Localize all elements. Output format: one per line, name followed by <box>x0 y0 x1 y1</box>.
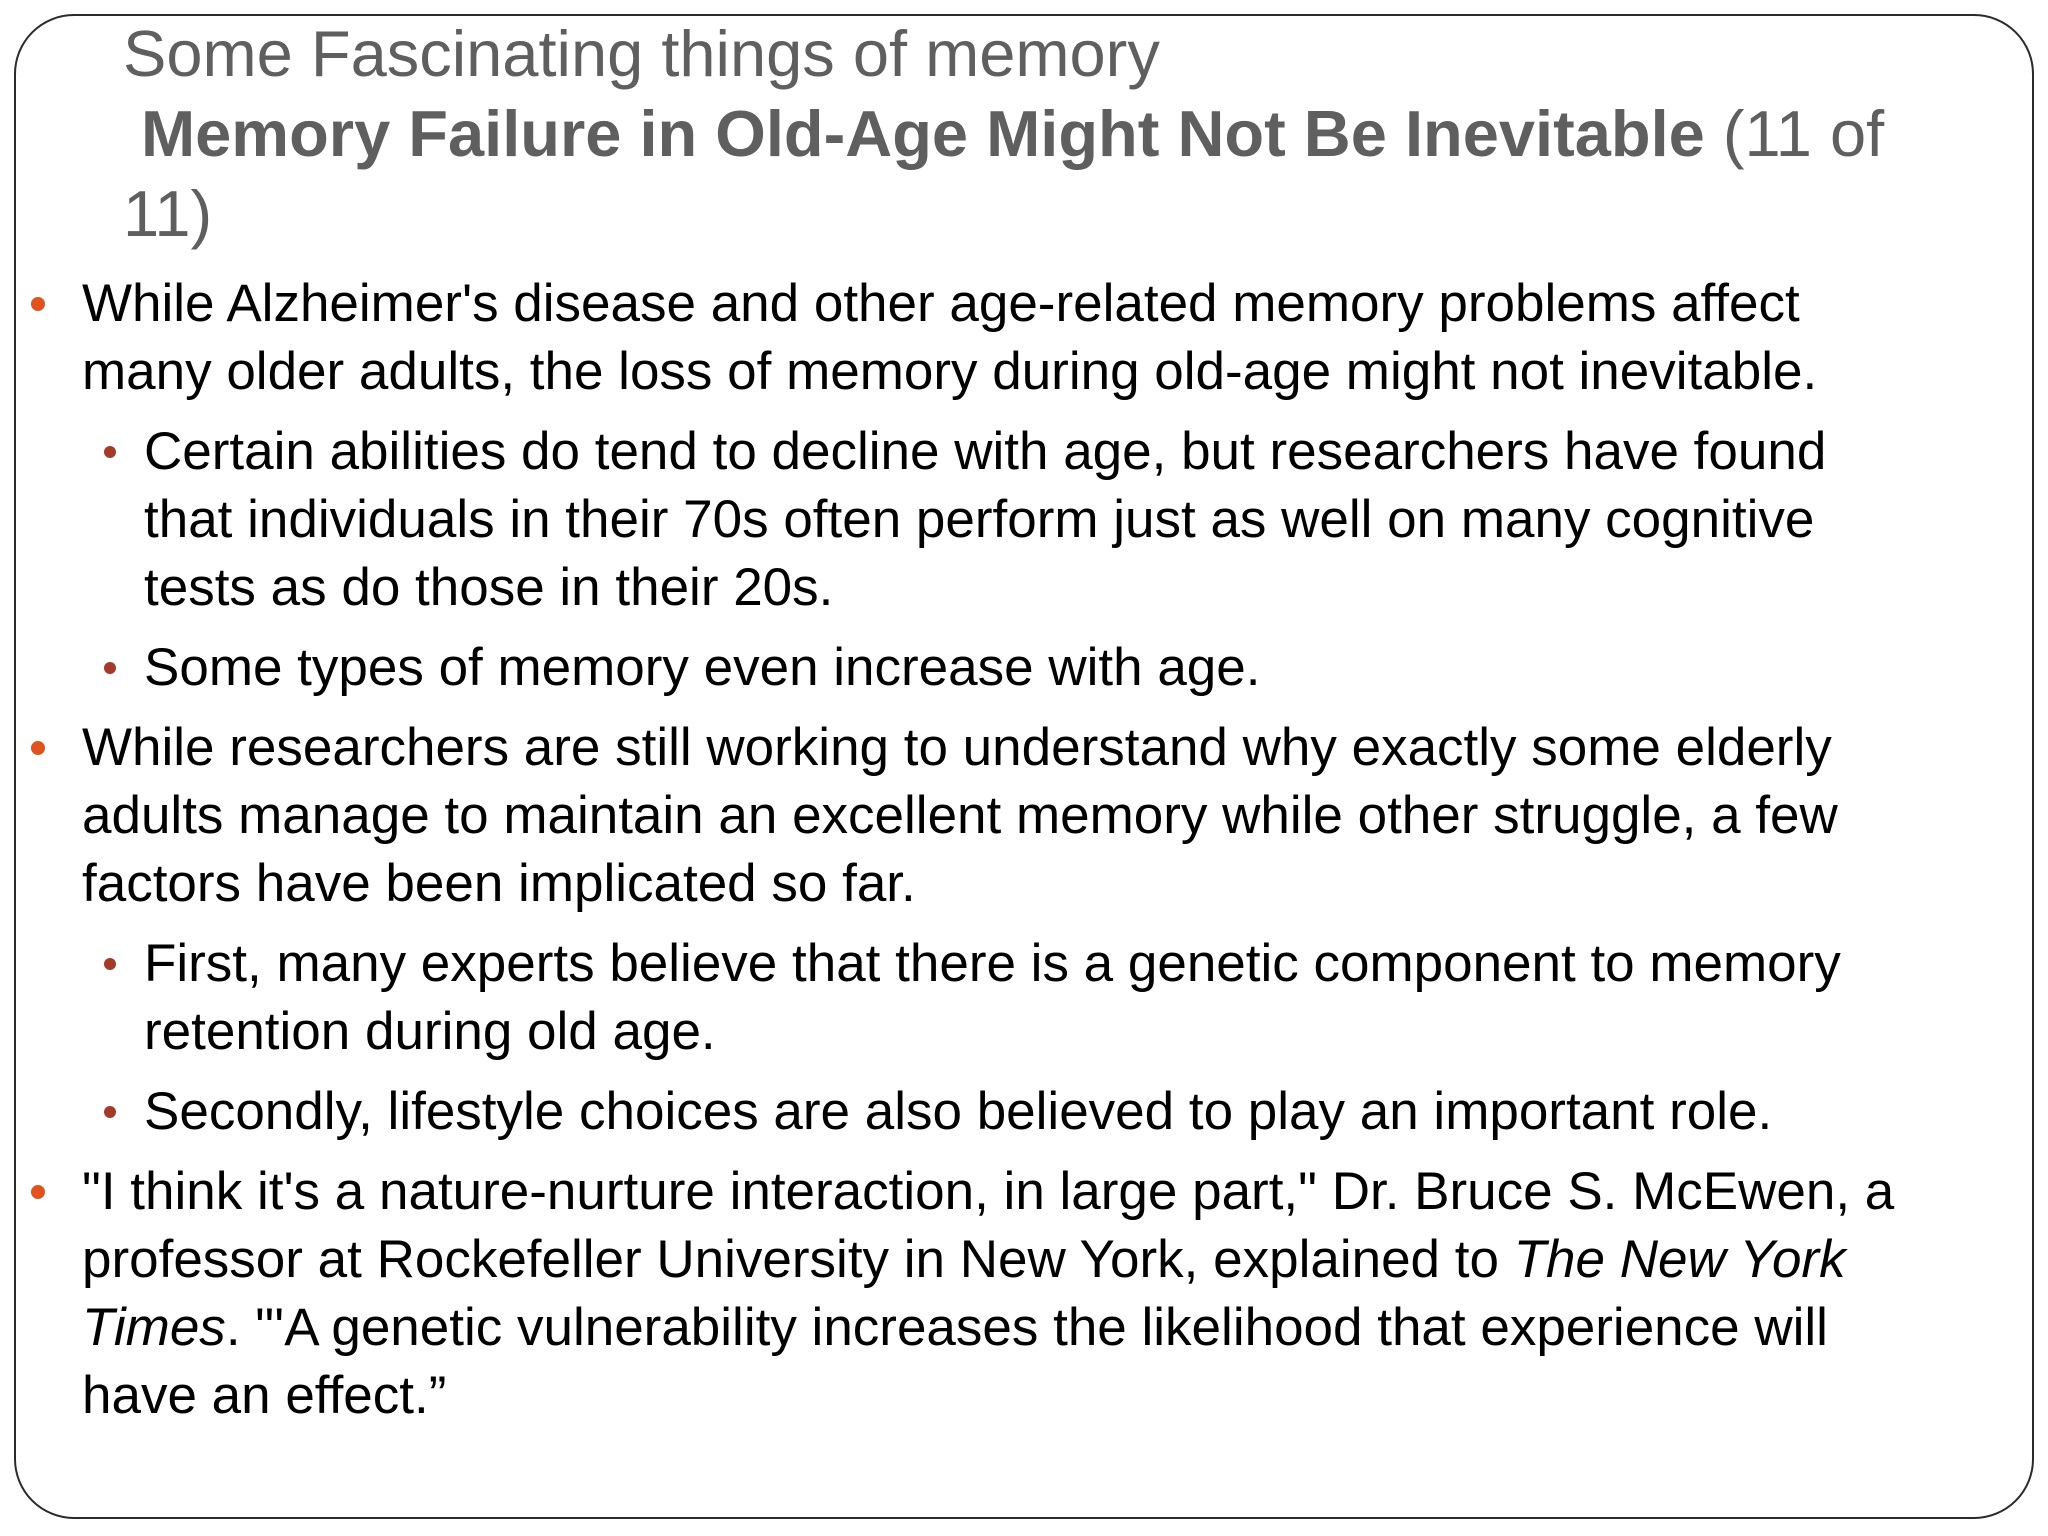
title-heading <box>123 94 1943 254</box>
sub-bullet-item-memory-increase <box>0 634 2048 702</box>
sub-bullet-dot-icon <box>104 958 116 970</box>
bullet-item-researchers <box>0 714 2048 918</box>
bullet-item-quote <box>0 1158 2048 1430</box>
slide-body <box>0 270 2048 1430</box>
bullet-text: While researchers are still working to understand why exactly some elderly adults manage to maintain an excellent memory while other struggle, a few factors have been implicated so far. <box>82 718 1838 913</box>
quote-line-2 <box>82 1226 2028 1294</box>
sub-bullet-text: First, many experts believe that there is a genetic component to memory retention during old age. <box>144 934 1841 1061</box>
title-heading-bold: Memory Failure in Old-Age Might Not Be Inevitable <box>141 97 1705 170</box>
publication-name-part1: The New York <box>1513 1230 1846 1289</box>
sub-bullet-text: Certain abilities do tend to decline with age, but researchers have found that individuals in their 70s often perform just as well on many cognitive tests as do those in their 20s. <box>144 422 1827 617</box>
quote-line-2-text: professor at Rockefeller University in New York, explained to <box>82 1230 1514 1289</box>
quote-line-3 <box>82 1294 2028 1362</box>
bullet-text: While Alzheimer's disease and other age-related memory problems affect many older adults, the loss of memory during old-age might not inevitable. <box>82 274 1818 401</box>
sub-bullet-text: Some types of memory even increase with age. <box>144 638 1261 697</box>
sub-bullet-item-genetic <box>0 930 2048 1066</box>
sub-bullet-item-lifestyle <box>0 1078 2048 1146</box>
sub-bullet-dot-icon <box>104 446 116 458</box>
publication-name-part2: Times <box>82 1298 226 1357</box>
title-page-count: (11 of 11) <box>123 97 1885 250</box>
sub-bullet-text: Secondly, lifestyle choices are also believed to play an important role. <box>144 1082 1773 1141</box>
slide-title <box>123 14 1943 254</box>
sub-bullet-item-abilities <box>0 418 2048 622</box>
sub-bullet-dot-icon <box>104 1106 116 1118</box>
bullet-dot-icon <box>31 297 45 311</box>
quote-line-4: have an effect.” <box>82 1366 447 1425</box>
bullet-dot-icon <box>31 1185 45 1199</box>
bullet-dot-icon <box>31 741 45 755</box>
bullet-item-alzheimers <box>0 270 2048 406</box>
title-series-label: Some Fascinating things of memory <box>123 17 1160 90</box>
quote-line-1: "I think it's a nature-nurture interaction, in large part," Dr. Bruce S. McEwen, a <box>82 1162 1895 1221</box>
quote-line-3-text: . "'A genetic vulnerability increases the likelihood that experience will <box>225 1298 1828 1357</box>
sub-bullet-dot-icon <box>104 662 116 674</box>
